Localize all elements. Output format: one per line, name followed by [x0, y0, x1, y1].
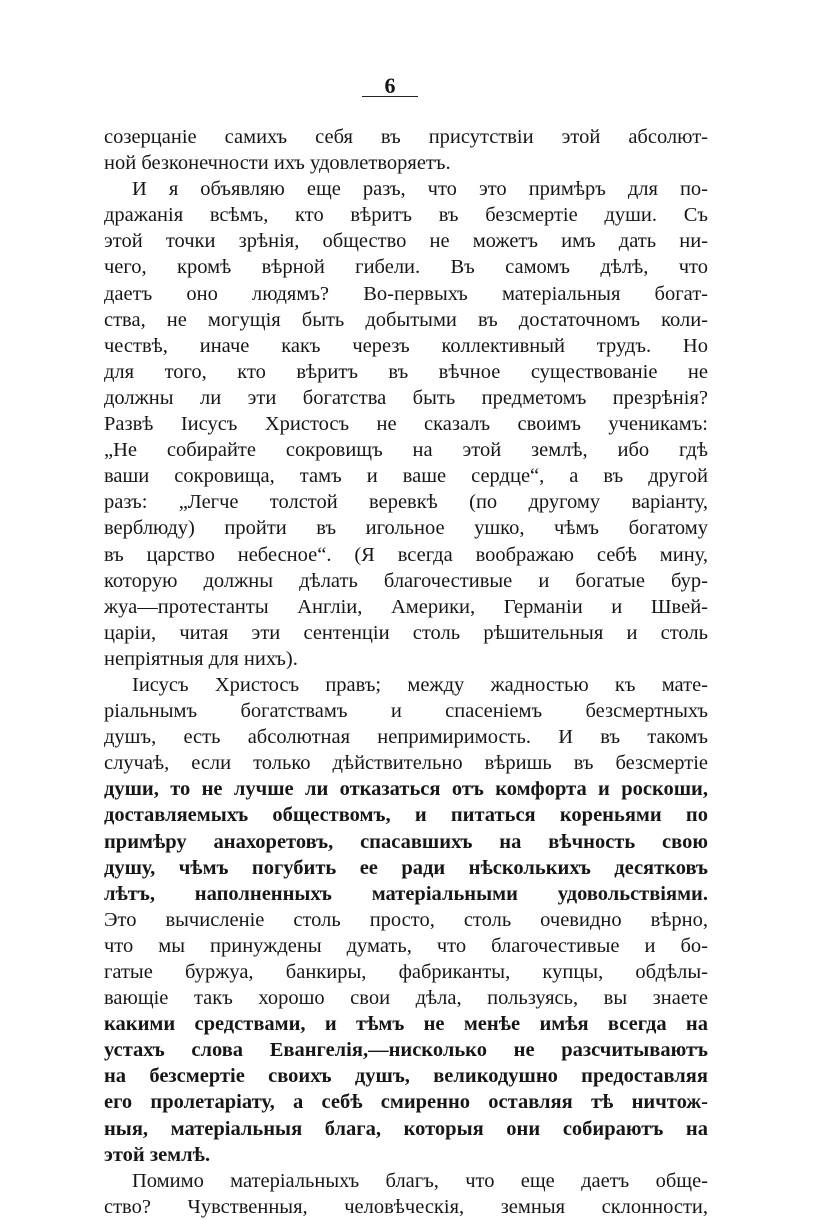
paragraph-1	[104, 124, 708, 176]
page-number: 6	[384, 73, 396, 98]
text-line: „Не собирайте сокровищъ на этой землѣ, ибо гдѣ	[104, 439, 708, 462]
text-line: Это вычисленіе столь просто, столь очевидно вѣрно,	[104, 908, 708, 931]
text-line: душу, чѣмъ погубить ее ради нѣсколькихъ десятковъ	[104, 856, 708, 879]
text-line: дражанія всѣмъ, кто вѣритъ въ безсмертіе души. Съ	[104, 204, 708, 227]
text-line: созерцаніе самихъ себя въ присутствіи этой абсолют-	[104, 126, 708, 148]
text-line: И я объявляю еще разъ, что это примѣръ для по-	[132, 178, 708, 201]
text-line: царіи, читая эти сентенціи столь рѣшительныя и столь	[104, 621, 708, 644]
text-line: непріятныя для нихъ).	[104, 647, 298, 670]
text-line: Іисусъ Христосъ правъ; между жадностью къ мате-	[132, 673, 708, 696]
text-line: ной безконечности ихъ удовлетворяетъ.	[104, 152, 451, 175]
text-line: въ царство небесное“. (Я всегда воображаю себѣ мину,	[104, 543, 708, 566]
text-line: которую должны дѣлать благочестивые и богатые бур-	[104, 569, 708, 592]
text-line: какими средствами, и тѣмъ не менѣе имѣя всегда на	[104, 1013, 708, 1036]
text-line: Развѣ Іисусъ Христосъ не сказалъ своимъ ученикамъ:	[104, 413, 708, 436]
text-line: Помимо матеріальныхъ благъ, что еще даетъ обще-	[132, 1169, 708, 1192]
text-line: чего, кромѣ вѣрной гибели. Въ самомъ дѣлѣ, что	[104, 256, 708, 279]
text-line: должны ли эти богатства быть предметомъ презрѣнія?	[104, 386, 708, 409]
text-line: этой землѣ.	[104, 1143, 211, 1166]
text-line: лѣтъ, наполненныхъ матеріальными удовольствіями.	[104, 882, 708, 905]
text-line: ныя, матеріальныя блага, которыя они собираютъ на	[104, 1117, 708, 1140]
paragraph-3	[104, 672, 708, 1168]
text-line: даетъ оно людямъ? Во-первыхъ матеріальныя богат-	[104, 282, 708, 305]
text-line: гатые буржуа, банкиры, фабриканты, купцы, обдѣлы-	[104, 961, 708, 983]
text-line: на безсмертіе своихъ душъ, великодушно предоставляя	[104, 1065, 708, 1088]
text-line: что мы принуждены думать, что благочестивые и бо-	[104, 934, 708, 957]
text-line: чествѣ, иначе какъ черезъ коллективный трудъ. Но	[104, 334, 708, 357]
text-line: его пролетаріату, а себѣ смиренно оставляя тѣ ничтож-	[104, 1091, 708, 1114]
text-line: ваши сокровища, тамъ и ваше сердце“, а въ другой	[104, 465, 708, 488]
text-block	[104, 124, 708, 1220]
paragraph-2	[104, 176, 708, 672]
text-line: устахъ слова Евангелія,—нисколько не разсчитываютъ	[104, 1039, 708, 1062]
text-line: вающіе такъ хорошо свои дѣла, пользуясь, вы знаете	[104, 987, 708, 1010]
text-line: души, то не лучше ли отказаться отъ комфорта и роскоши,	[104, 778, 708, 801]
text-line: верблюду) пройти въ игольное ушко, чѣмъ богатому	[104, 517, 708, 540]
text-line: разъ: „Легче толстой веревкѣ (по другому варіанту,	[104, 491, 708, 514]
text-line: доставляемыхъ обществомъ, и питаться кореньями по	[104, 804, 708, 827]
text-line: примѣру анахоретовъ, спасавшихъ на вѣчность свою	[104, 830, 708, 853]
text-line: душъ, есть абсолютная непримиримость. И въ такомъ	[104, 726, 708, 749]
paragraph-4	[104, 1168, 708, 1220]
text-line: случаѣ, если только дѣйствительно вѣришь въ безсмертіе	[104, 752, 708, 775]
text-line: для того, кто вѣритъ въ вѣчное существованіе не	[104, 360, 708, 383]
page-number-rule	[362, 96, 418, 97]
text-line: ство? Чувственныя, человѣческія, земныя склонности,	[104, 1195, 708, 1218]
text-line: жуа—протестанты Англіи, Америки, Германіи и Швей-	[104, 595, 708, 618]
text-line: ства, не могущія быть добытыми въ достаточномъ коли-	[104, 308, 708, 331]
text-line: ріальнымъ богатствамъ и спасеніемъ безсмертныхъ	[104, 700, 708, 723]
text-line: этой точки зрѣнія, общество не можетъ имъ дать ни-	[104, 230, 708, 253]
